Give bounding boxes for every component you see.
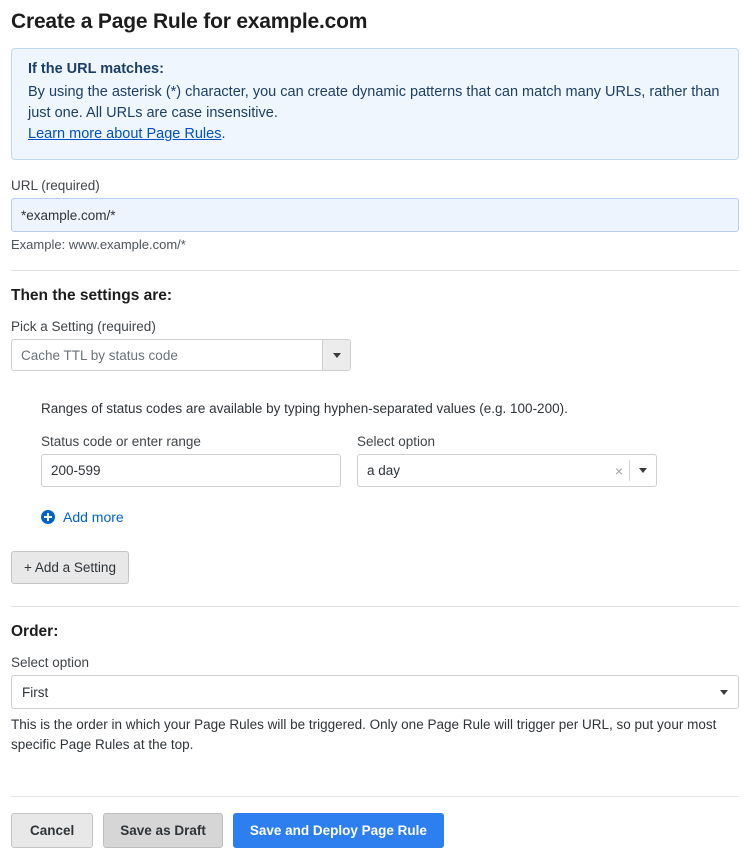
url-match-callout bbox=[11, 48, 739, 160]
ttl-option-group bbox=[357, 434, 657, 487]
status-code-label: Status code or enter range bbox=[41, 434, 201, 450]
url-input[interactable] bbox=[11, 198, 739, 232]
url-hint: Example: www.example.com/* bbox=[11, 237, 186, 253]
order-note: This is the order in which your Page Rules will be triggered. Only one Page Rule will trigger per URL, so put your most specific Page Rules at the top. bbox=[11, 717, 717, 752]
callout-title: If the URL matches: bbox=[28, 61, 164, 77]
settings-section-title: Then the settings are: bbox=[11, 287, 173, 305]
save-and-deploy-button[interactable]: Save and Deploy Page Rule bbox=[233, 813, 444, 848]
status-option-row bbox=[41, 434, 739, 487]
ttl-option-label: Select option bbox=[357, 434, 436, 450]
add-setting-button[interactable]: + Add a Setting bbox=[11, 551, 129, 584]
callout-link-row bbox=[28, 124, 722, 145]
cancel-button[interactable]: Cancel bbox=[11, 813, 93, 848]
page-title: Create a Page Rule for example.com bbox=[11, 10, 368, 33]
order-section-title: Order: bbox=[11, 623, 59, 641]
setting-detail-panel bbox=[41, 401, 739, 525]
status-code-group bbox=[41, 434, 341, 487]
action-buttons bbox=[11, 813, 739, 848]
setting-picker-label: Pick a Setting (required) bbox=[11, 319, 156, 335]
callout-link-suffix: . bbox=[221, 126, 226, 143]
add-more-button[interactable] bbox=[41, 509, 739, 525]
chevron-down-icon bbox=[720, 690, 728, 695]
order-select-value: First bbox=[22, 684, 49, 700]
plus-circle-icon bbox=[41, 510, 55, 524]
callout-body: By using the asterisk (*) character, you can create dynamic patterns that can match many URLs, rather than just one. All URLs are case insensitive. bbox=[28, 84, 720, 122]
chevron-down-icon[interactable] bbox=[630, 468, 656, 473]
order-select-label: Select option bbox=[11, 655, 90, 671]
add-more-label: Add more bbox=[63, 509, 124, 526]
setting-picker[interactable] bbox=[11, 339, 351, 371]
form-footer bbox=[11, 796, 739, 848]
setting-picker-value: Cache TTL by status code bbox=[21, 347, 178, 363]
ttl-option-value: a day bbox=[367, 463, 401, 479]
status-code-input[interactable] bbox=[41, 454, 341, 487]
order-select[interactable] bbox=[11, 675, 739, 709]
clear-icon[interactable]: × bbox=[614, 462, 623, 479]
save-as-draft-button[interactable]: Save as Draft bbox=[103, 813, 223, 848]
learn-more-link[interactable]: Learn more about Page Rules bbox=[28, 126, 222, 143]
status-range-note: Ranges of status codes are available by typing hyphen-separated values (e.g. 100-200). bbox=[41, 401, 568, 417]
chevron-down-icon bbox=[322, 340, 350, 370]
ttl-option-select[interactable] bbox=[357, 454, 657, 487]
divider-order bbox=[11, 606, 739, 607]
url-label: URL (required) bbox=[11, 178, 100, 194]
divider-settings bbox=[11, 270, 739, 271]
divider-footer bbox=[11, 796, 739, 797]
